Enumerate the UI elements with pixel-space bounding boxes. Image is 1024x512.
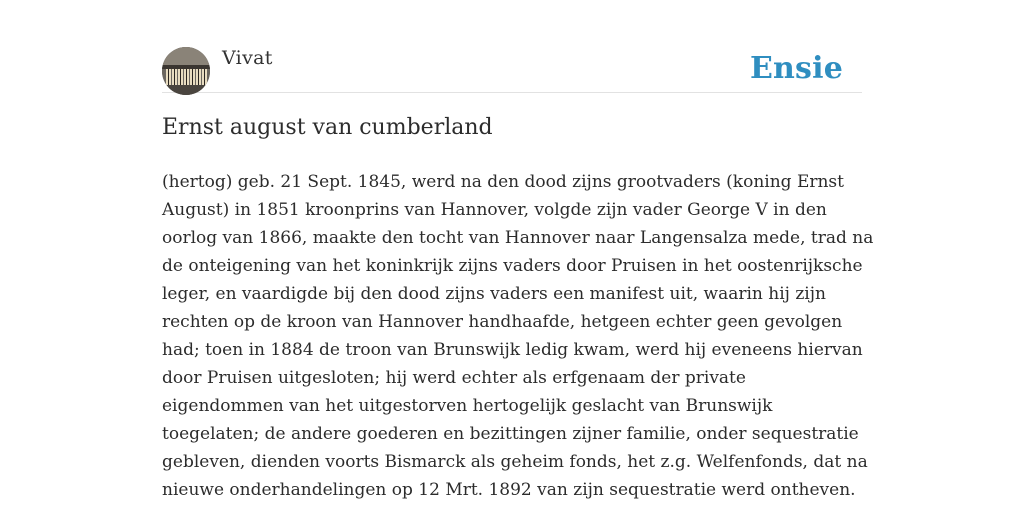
body-line: August) in 1851 kroonprins van Hannover, volgde zijn vader George V in den [162,200,827,220]
body-line: oorlog van 1866, maakte den tocht van Hannover naar Langensalza mede, trad na [162,228,874,248]
article-body [162,168,874,504]
body-line: gebleven, dienden voorts Bismarck als geheim fonds, het z.g. Welfenfonds, dat na [162,452,868,472]
author-name[interactable]: Vivat [222,47,273,69]
body-line: de onteigening van het koninkrijk zijns vaders door Pruisen in het oostenrijksche [162,256,863,276]
body-line: leger, en vaardigde bij den dood zijns vaders een manifest uit, waarin hij zijn [162,284,826,304]
body-line: toegelaten; de andere goederen en bezittingen zijner familie, onder sequestratie [162,424,859,444]
avatar-image [162,47,210,95]
body-line: had; toen in 1884 de troon van Brunswijk ledig kwam, werd hij eveneens hiervan [162,340,863,360]
bookshelf-avatar-icon[interactable] [162,47,210,95]
body-line: (hertog) geb. 21 Sept. 1845, werd na den dood zijns grootvaders (koning Ernst [162,172,844,192]
body-line: nieuwe onderhandelingen op 12 Mrt. 1892 van zijn sequestratie werd ontheven. [162,480,856,500]
page-title: Ernst august van cumberland [162,115,493,140]
body-line: rechten op de kroon van Hannover handhaafde, hetgeen echter geen gevolgen [162,312,843,332]
body-line: eigendommen van het uitgestorven hertogelijk geslacht van Brunswijk [162,396,773,416]
body-line: door Pruisen uitgesloten; hij werd echter als erfgenaam der private [162,368,746,388]
header [162,46,862,93]
site-logo[interactable]: Ensie [749,51,843,86]
article-page [162,0,874,512]
